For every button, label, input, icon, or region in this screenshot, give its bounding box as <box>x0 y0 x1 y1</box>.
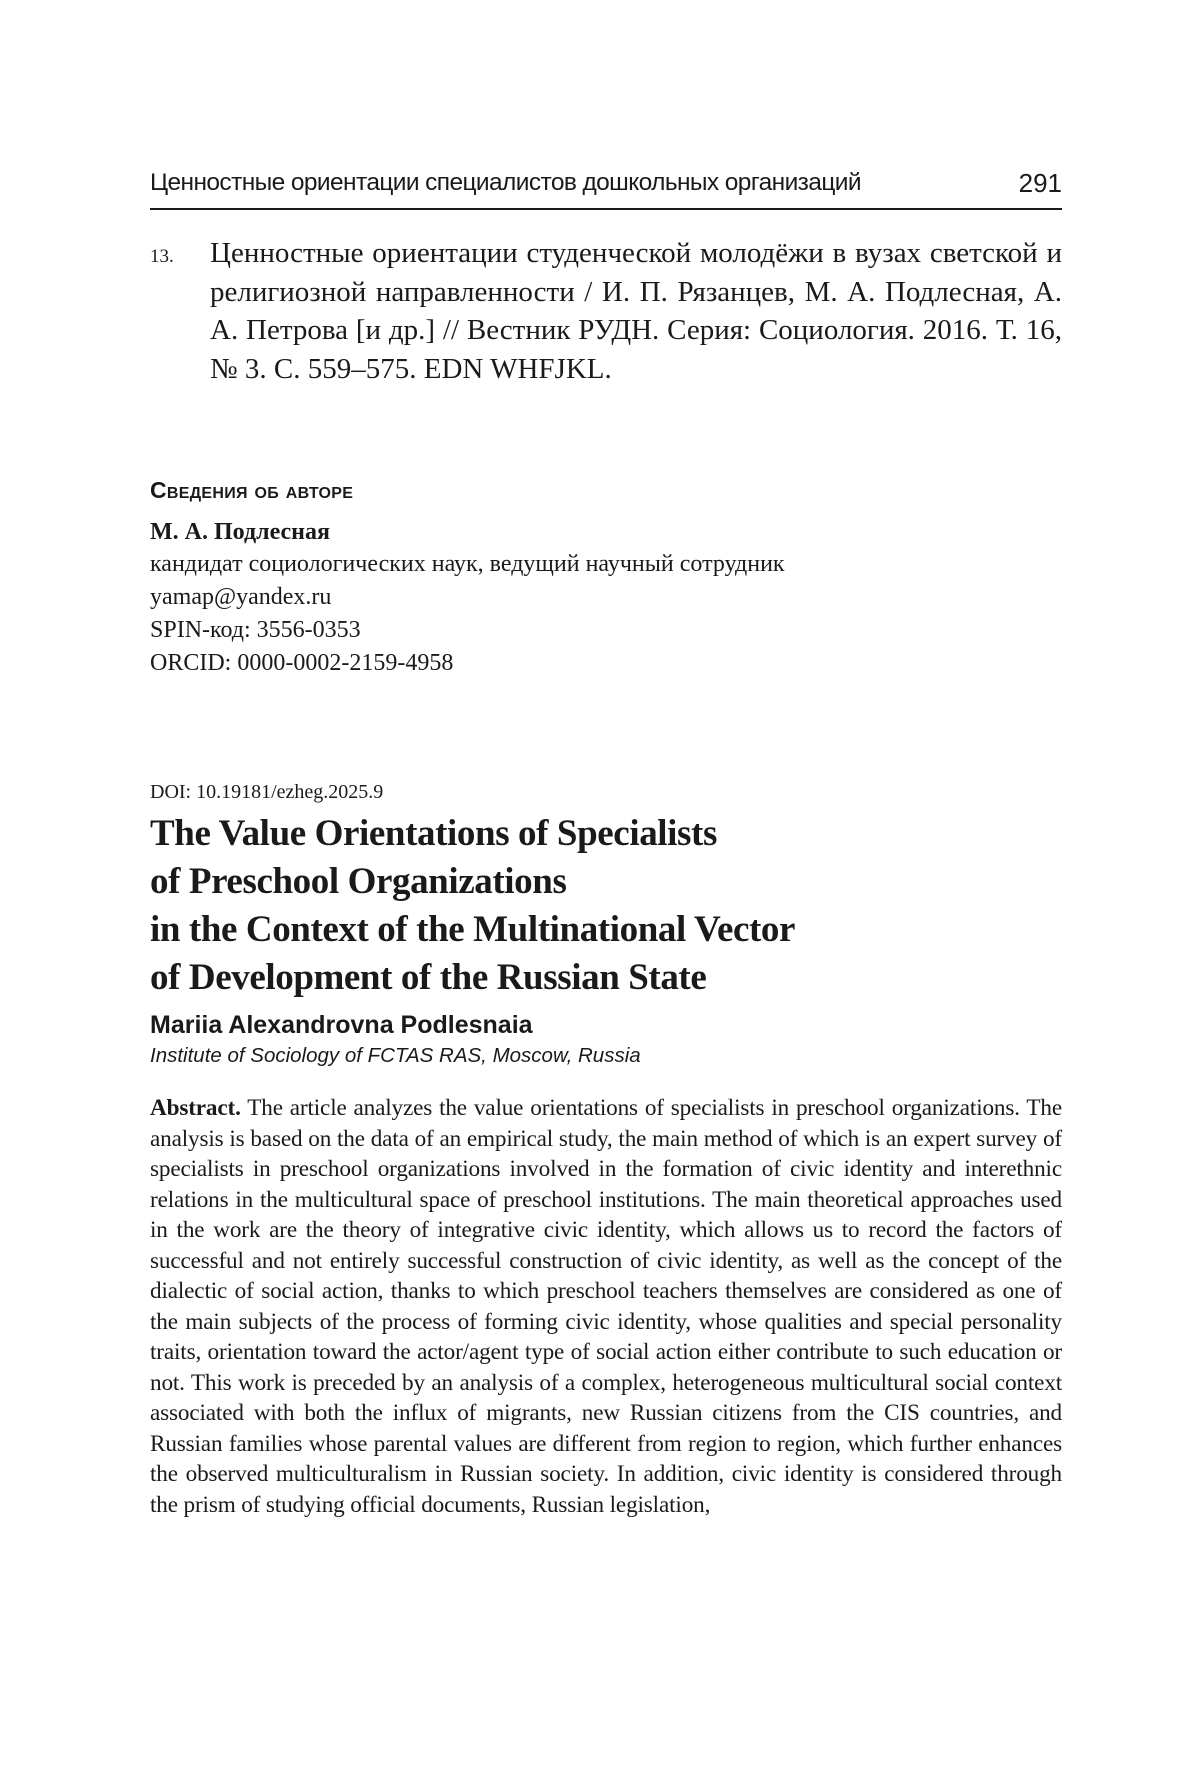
author-info-heading: Сведения об авторе <box>150 477 354 503</box>
article-title-line: of Preschool Organizations <box>150 861 567 902</box>
running-title: Ценностные ориентации специалистов дошкольных организаций <box>150 169 861 196</box>
reference-number: 13. <box>150 246 174 267</box>
document-page <box>150 0 1062 1780</box>
article-doi: DOI: 10.19181/ezheg.2025.9 <box>150 781 384 803</box>
article-affiliation: Institute of Sociology of FCTAS RAS, Moscow, Russia <box>150 1044 641 1067</box>
author-email: yamap@yandex.ru <box>150 584 332 610</box>
article-title-line: The Value Orientations of Specialists <box>150 813 717 854</box>
abstract-text: The article analyzes the value orientations of specialists in preschool organizations. The analysis is based on the data of an empirical study, the main method of which is an expert survey of specialists in preschool organizations involved in the formation of civic identity and interethnic relations in the multicultural space of preschool institutions. The main theoretical approaches used in the work are the theory of integrative civic identity, which allows us to record the factors of successful and not entirely successful construction of civic identity, as well as the concept of the dialectic of social action, thanks to which preschool teachers themselves are considered as one of the main subjects of the process of forming civic identity, whose qualities and special personality traits, orientation toward the actor/agent type of social action either contribute to such education or not. This work is preceded by an analysis of a complex, heterogeneous multicultural social context associated with both the influx of migrants, new Russian citizens from the CIS countries, and Russian families whose parental values are different from region to region, which further enhances the observed multiculturalism in Russian society. In addition, civic identity is considered through the prism of studying official documents, Russian legislation, <box>150 1095 1062 1518</box>
article-title-line: in the Context of the Multinational Vector <box>150 909 796 950</box>
author-position: кандидат социологических наук, ведущий научный сотрудник <box>150 551 785 577</box>
article-author: Mariia Alexandrovna Podlesnaia <box>150 1011 533 1039</box>
abstract <box>150 1093 1062 1520</box>
author-orcid: ORCID: 0000-0002-2159-4958 <box>150 650 454 676</box>
abstract-label: Abstract. <box>150 1095 241 1121</box>
author-spin: SPIN-код: 3556-0353 <box>150 617 361 643</box>
article-title-line: of Development of the Russian State <box>150 957 707 998</box>
author-info-section <box>150 476 1062 680</box>
reference-entry <box>150 234 1062 388</box>
page-number: 291 <box>1018 168 1062 198</box>
article-title <box>150 810 1062 1002</box>
running-header <box>150 168 1062 210</box>
author-name: М. А. Подлесная <box>150 519 330 545</box>
reference-text: Ценностные ориентации студенческой молодёжи в вузах светской и религиозной направленности / И. П. Рязанцев, М. А. Подлесная, А. А. Петрова [и др.] // Вестник РУДН. Серия: Социология. 2016. Т. 16, № 3. С. 559–575. EDN WHFJKL. <box>210 237 1062 385</box>
